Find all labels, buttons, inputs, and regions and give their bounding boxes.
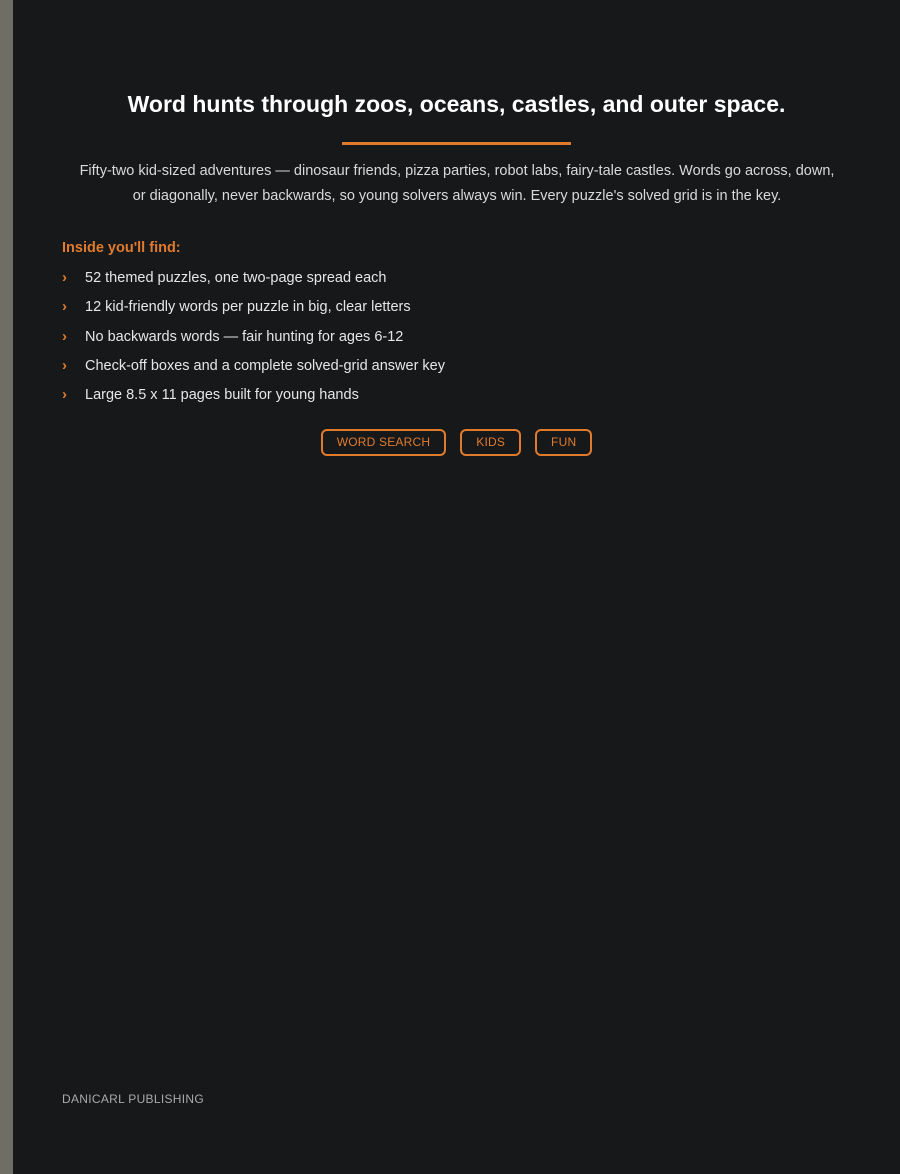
features-list: [62, 267, 445, 413]
feature-item: [62, 326, 445, 355]
feature-item: [62, 267, 445, 296]
features-heading: Inside you'll find:: [62, 240, 181, 256]
tag-kids[interactable]: KIDS: [460, 429, 521, 456]
feature-text: Large 8.5 x 11 pages built for young hands: [85, 387, 359, 404]
title-divider: [342, 142, 571, 145]
chevron-right-icon: ›: [62, 269, 67, 286]
page-title: Word hunts through zoos, oceans, castles, and outer space.: [127, 91, 786, 117]
feature-text: No backwards words — fair hunting for ages 6-12: [85, 328, 404, 345]
book-spine-edge: [0, 0, 13, 1174]
feature-item: [62, 384, 445, 413]
tag-fun[interactable]: FUN: [535, 429, 592, 456]
feature-text: Check-off boxes and a complete solved-grid answer key: [85, 357, 446, 374]
tag-list: [13, 429, 900, 456]
tag-word-search[interactable]: WORD SEARCH: [321, 429, 447, 456]
chevron-right-icon: ›: [62, 356, 67, 374]
feature-text: 12 kid-friendly words per puzzle in big, clear letters: [85, 299, 411, 316]
chevron-right-icon: ›: [62, 327, 67, 345]
feature-item: [62, 296, 445, 325]
chevron-right-icon: ›: [62, 386, 67, 404]
book-description-page: [13, 0, 900, 1174]
feature-text: 52 themed puzzles, one two-page spread each: [85, 270, 387, 286]
book-description: Fifty-two kid-sized adventures — dinosaur friends, pizza parties, robot labs, fairy-tale castles. Words go across, down, or diagonally, never backwards, so young solvers always win. Every puzzle's solved grid is in the key.: [79, 163, 835, 204]
chevron-right-icon: ›: [62, 298, 67, 316]
publisher-name: DANICARL PUBLISHING: [62, 1092, 204, 1106]
feature-item: [62, 355, 445, 384]
